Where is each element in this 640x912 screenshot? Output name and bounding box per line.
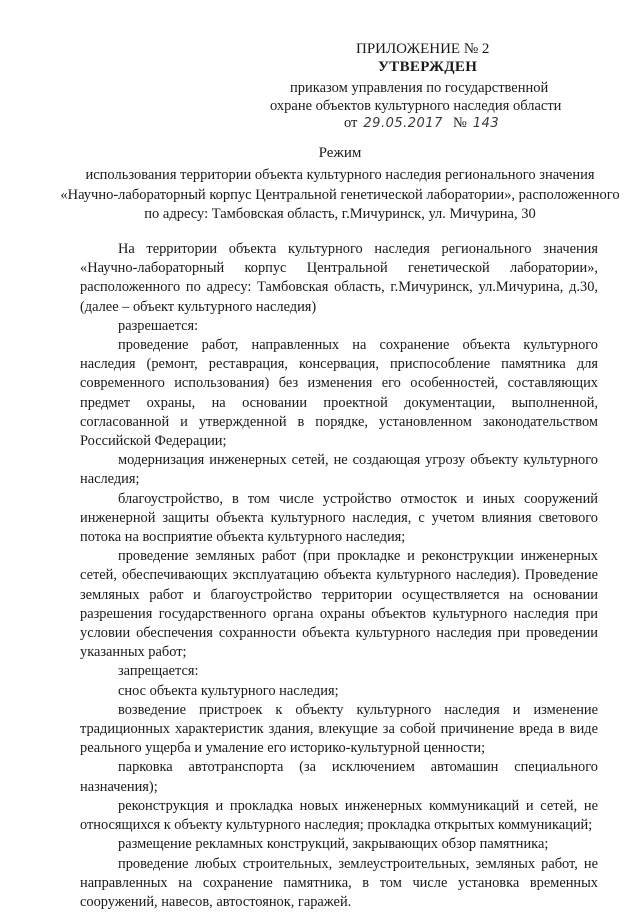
forbidden-item: размещение рекламных конструкций, закрывающих обзор памятника; — [80, 835, 598, 854]
handwritten-date: 29.05.2017 — [357, 115, 449, 133]
allowed-item: благоустройство, в том числе устройство отмосток и иных сооружений инженерной защиты объекта культурного наследия, с учетом влияния светового потока на восприятие объекта культурного наследия; — [80, 490, 598, 548]
number-prefix: № — [453, 115, 467, 131]
allowed-item: модернизация инженерных сетей, не создающая угрозу объекту культурного наследия; — [80, 451, 598, 489]
title-subtitle: использования территории объекта культурного наследия регионального значения «Научно-лабораторный корпус Центральной генетической лаборатории», расположенного по адресу: Тамбовская область, г.Мичуринск, ул. Мичурина, 30 — [60, 166, 620, 225]
forbidden-item: парковка автотранспорта (за исключением автомашин специального назначения); — [80, 758, 598, 796]
forbidden-item: снос объекта культурного наследия; — [80, 682, 598, 701]
order-line-2: охране объектов культурного наследия области — [270, 97, 561, 115]
allowed-item: проведение земляных работ (при прокладке и реконструкции инженерных сетей, обеспечивающих эксплуатацию объекта культурного наследия). Проведение земляных работ и благоустройство территории осуществляется на основании разрешения государственного органа охраны объектов культурного наследия при условии обеспечения сохранности объекта культурного наследия при проведении указанных работ; — [80, 547, 598, 662]
order-date-row — [344, 114, 499, 133]
approved-stamp: УТВЕРЖДЕН — [378, 58, 477, 76]
forbidden-item: реконструкция и прокладка новых инженерных коммуникаций и сетей, не относящихся к объекту культурного наследия; прокладка открытых коммуникаций; — [80, 797, 598, 835]
handwritten-number: 143 — [467, 115, 499, 133]
forbidden-item: возведение пристроек к объекту культурного наследия и изменение традиционных характеристик здания, влекущие за собой причинение вреда в виде реального ущерба и умаление его историко-культурной ценности; — [80, 701, 598, 759]
document-body — [80, 240, 598, 912]
forbidden-item: проведение любых строительных, землеустроительных, земляных работ, не направленных на сохранение памятника, в том числе установка временных сооружений, навесов, автостоянок, гаражей. — [80, 855, 598, 912]
title-word: Режим — [60, 143, 620, 163]
regime-title — [60, 143, 620, 225]
order-line-1: приказом управления по государственной — [290, 79, 548, 97]
allowed-item: проведение работ, направленных на сохранение объекта культурного наследия (ремонт, реставрация, консервация, приспособление памятника для современного использования) без изменения его особенностей, составляющих предмет охраны, на основании проектной документации, выполненной, согласованной и утвержденной в порядке, установленном законодательством Российской Федерации; — [80, 336, 598, 451]
allowed-label: разрешается: — [80, 317, 598, 336]
appendix-number: ПРИЛОЖЕНИЕ № 2 — [356, 40, 489, 58]
forbidden-label: запрещается: — [80, 662, 598, 681]
intro-paragraph: На территории объекта культурного наследия регионального значения «Научно-лабораторный корпус Центральной генетической лаборатории», расположенного по адресу: Тамбовская область, г.Мичуринск, ул.Мичурина, д.30, (далее – объект культурного наследия) — [80, 240, 598, 317]
date-prefix: от — [344, 115, 357, 131]
